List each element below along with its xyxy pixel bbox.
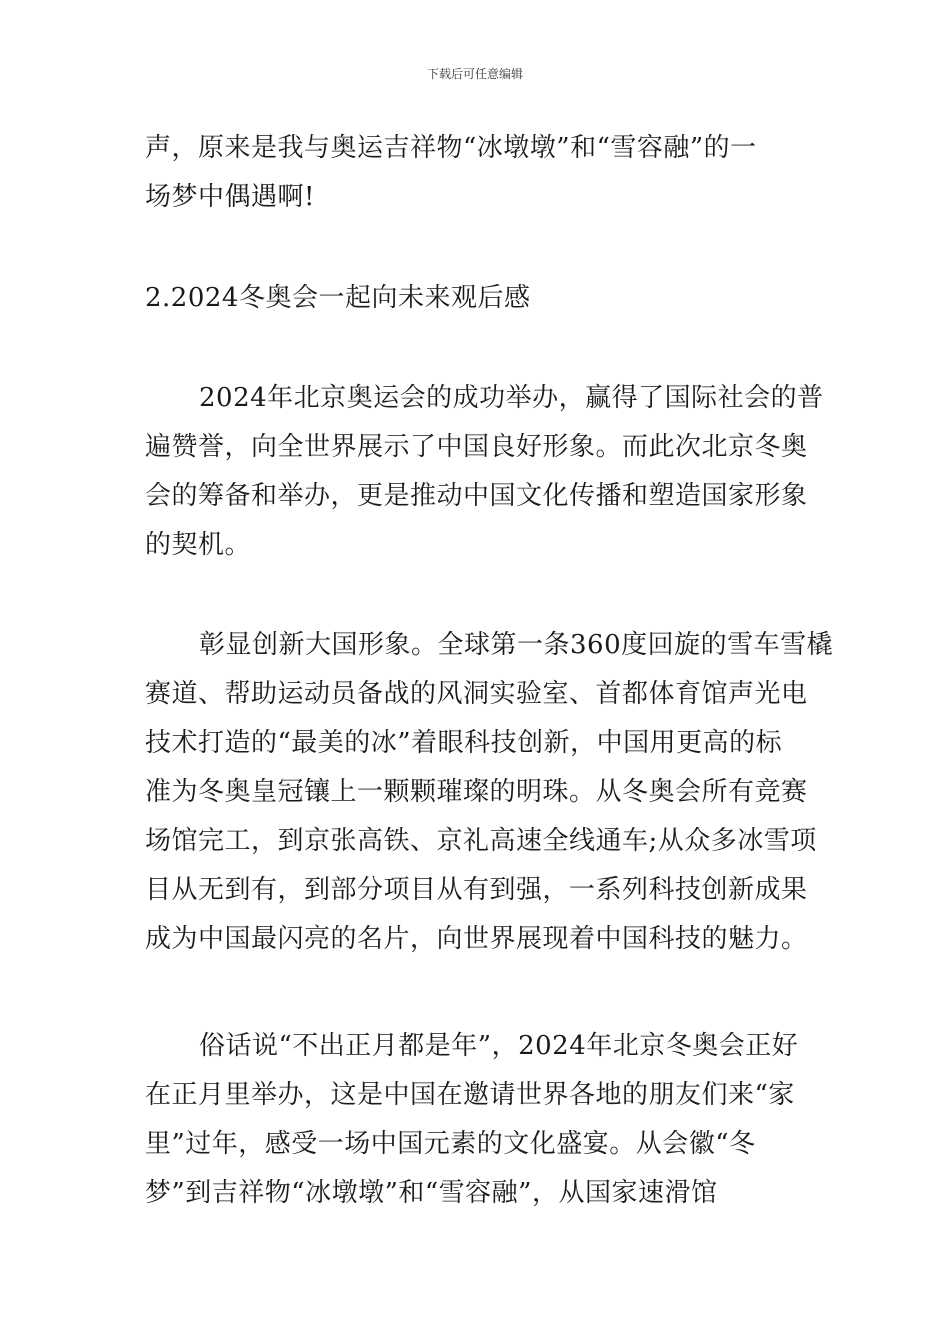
text-line: 彰显创新大国形象。全球第一条360度回旋的雪车雪橇 bbox=[199, 630, 834, 660]
section-heading bbox=[145, 274, 807, 323]
text-line: 场馆完工，到京张高铁、京礼高速全线通车;从众多冰雪项 bbox=[145, 826, 817, 856]
text-line: 会的筹备和举办，更是推动中国文化传播和塑造国家形象 bbox=[145, 481, 808, 511]
text-line: 成为中国最闪亮的名片，向世界展现着中国科技的魅力。 bbox=[145, 924, 808, 954]
text-line: 俗话说“不出正月都是年”，2024年北京冬奥会正好 bbox=[199, 1031, 799, 1061]
text-line: 目从无到有，到部分项目从有到强，一系列科技创新成果 bbox=[145, 875, 808, 905]
page-header: 下载后可任意编辑 bbox=[426, 67, 523, 81]
paragraph-2 bbox=[145, 621, 834, 964]
text-line: 遍赞誉，向全世界展示了中国良好形象。而此次北京冬奥 bbox=[145, 432, 808, 462]
text-line: 赛道、帮助运动员备战的风洞实验室、首都体育馆声光电 bbox=[145, 679, 808, 709]
paragraph-1 bbox=[145, 374, 824, 570]
section-heading-text: 2.2024冬奥会一起向未来观后感 bbox=[145, 283, 531, 313]
text-line: 的契机。 bbox=[145, 530, 252, 560]
text-line: 声，原来是我与奥运吉祥物“冰墩墩”和“雪容融”的一 bbox=[145, 133, 757, 163]
intro-continuation bbox=[145, 124, 807, 222]
text-line: 梦”到吉祥物“冰墩墩”和“雪容融”，从国家速滑馆 bbox=[145, 1178, 718, 1208]
text-line: 里”过年，感受一场中国元素的文化盛宴。从会徽“冬 bbox=[145, 1129, 756, 1159]
text-line: 2024年北京奥运会的成功举办，赢得了国际社会的普 bbox=[199, 383, 824, 413]
paragraph-3 bbox=[145, 1022, 807, 1218]
text-line: 场梦中偶遇啊! bbox=[145, 182, 315, 212]
text-line: 在正月里举办，这是中国在邀请世界各地的朋友们来“家 bbox=[145, 1080, 795, 1110]
text-line: 技术打造的“最美的冰”着眼科技创新，中国用更高的标 bbox=[145, 728, 783, 758]
text-line: 准为冬奥皇冠镶上一颗颗璀璨的明珠。从冬奥会所有竞赛 bbox=[145, 777, 808, 807]
